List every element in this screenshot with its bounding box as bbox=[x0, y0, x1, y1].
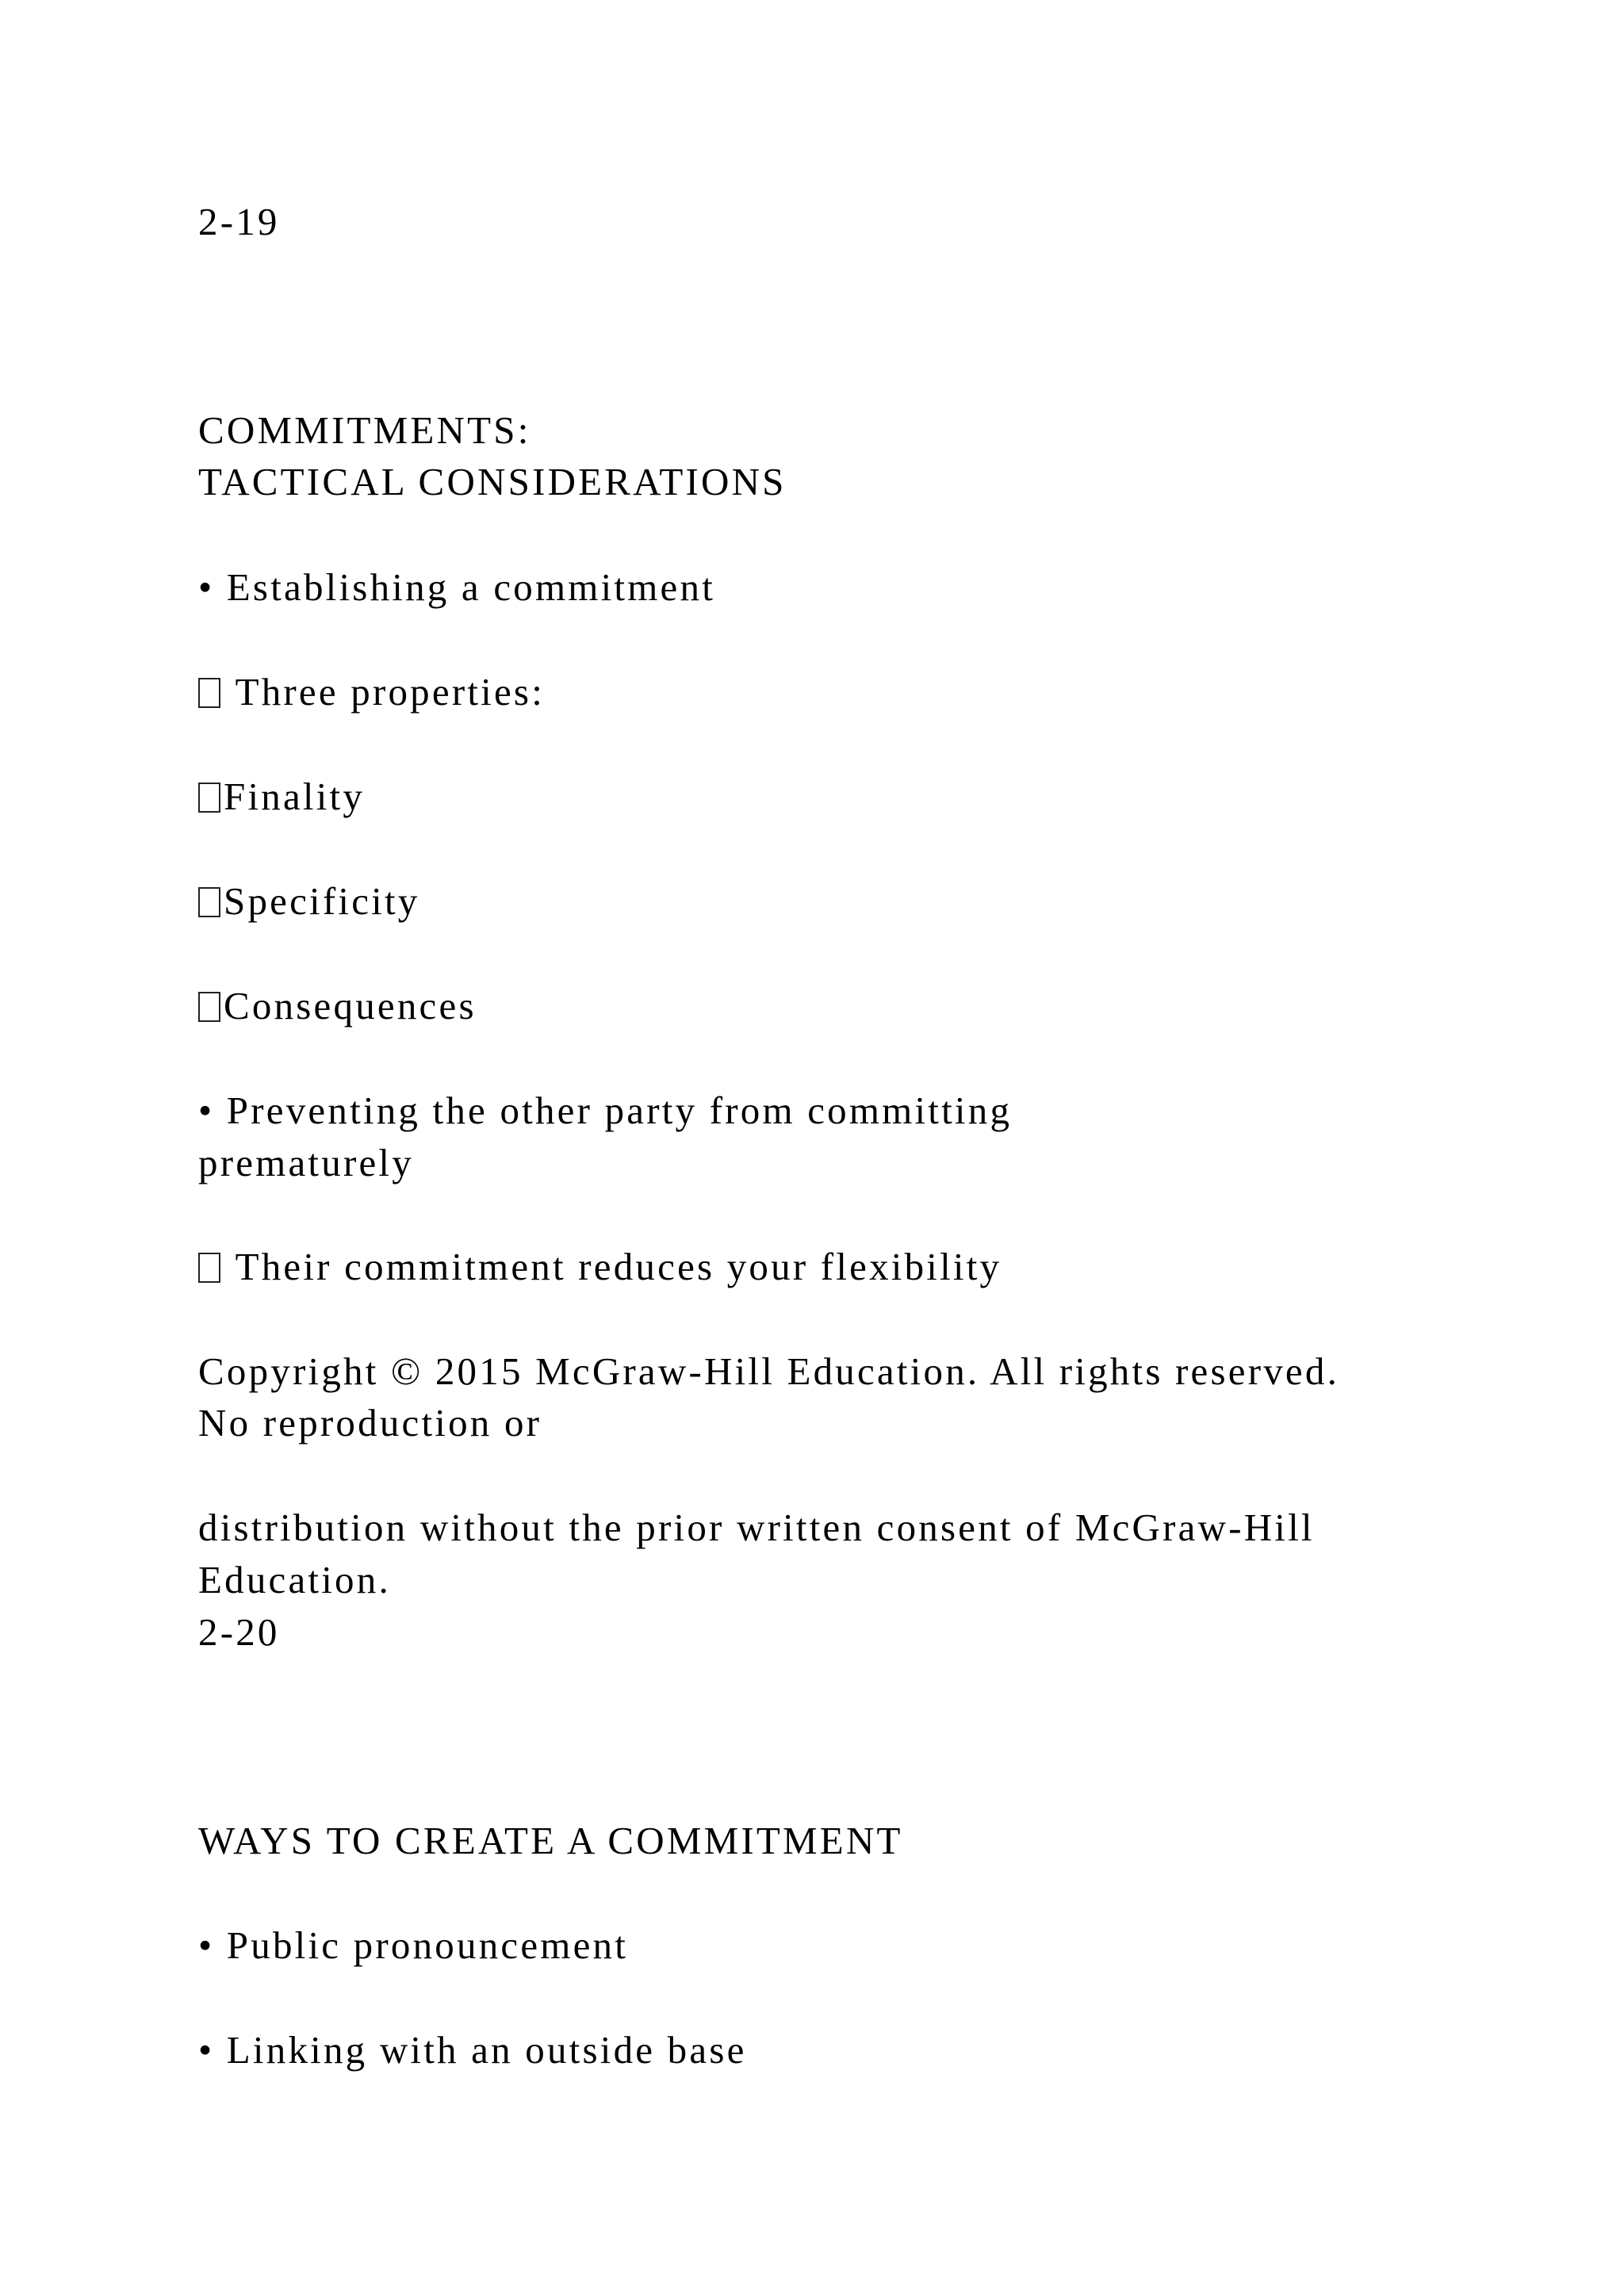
sub-bullet-flexibility bbox=[198, 1241, 1002, 1293]
sub-bullet-consequences bbox=[198, 980, 477, 1032]
copyright-line-2: No reproduction or bbox=[198, 1401, 542, 1445]
missing-glyph-icon bbox=[198, 992, 220, 1022]
missing-glyph-icon bbox=[198, 1253, 220, 1283]
sub-bullet-specificity bbox=[198, 875, 419, 928]
slide-number: 2-20 bbox=[198, 1610, 280, 1654]
bullet-public-pronouncement: • Public pronouncement bbox=[198, 1923, 629, 1967]
slide-number: 2-19 bbox=[198, 200, 280, 243]
sub-bullet-finality bbox=[198, 771, 365, 823]
sub-bullet-text: Finality bbox=[224, 775, 366, 818]
sub-bullet-text: Three properties: bbox=[224, 670, 546, 714]
missing-glyph-icon bbox=[198, 887, 220, 917]
sub-bullet-text: Their commitment reduces your flexibility bbox=[224, 1245, 1002, 1288]
sub-bullet-text: Consequences bbox=[224, 984, 477, 1027]
missing-glyph-icon bbox=[198, 678, 220, 708]
copyright-line-4: Education. bbox=[198, 1558, 391, 1601]
missing-glyph-icon bbox=[198, 783, 220, 813]
section-heading: WAYS TO CREATE A COMMITMENT bbox=[198, 1819, 903, 1862]
sub-bullet-text: Specificity bbox=[224, 879, 420, 923]
bullet-preventing-line-1: • Preventing the other party from committing bbox=[198, 1089, 1013, 1132]
bullet-linking-outside-base: • Linking with an outside base bbox=[198, 2028, 747, 2072]
bullet-preventing-line-2: prematurely bbox=[198, 1141, 414, 1184]
sub-bullet-three-properties bbox=[198, 666, 545, 718]
copyright-line-3: distribution without the prior written consent of McGraw-Hill bbox=[198, 1506, 1315, 1549]
slide-title-line-2: TACTICAL CONSIDERATIONS bbox=[198, 460, 787, 503]
slide-title-line-1: COMMITMENTS: bbox=[198, 408, 531, 452]
bullet-establishing-commitment: • Establishing a commitment bbox=[198, 565, 716, 609]
copyright-line-1: Copyright © 2015 McGraw-Hill Education. All rights reserved. bbox=[198, 1349, 1340, 1393]
